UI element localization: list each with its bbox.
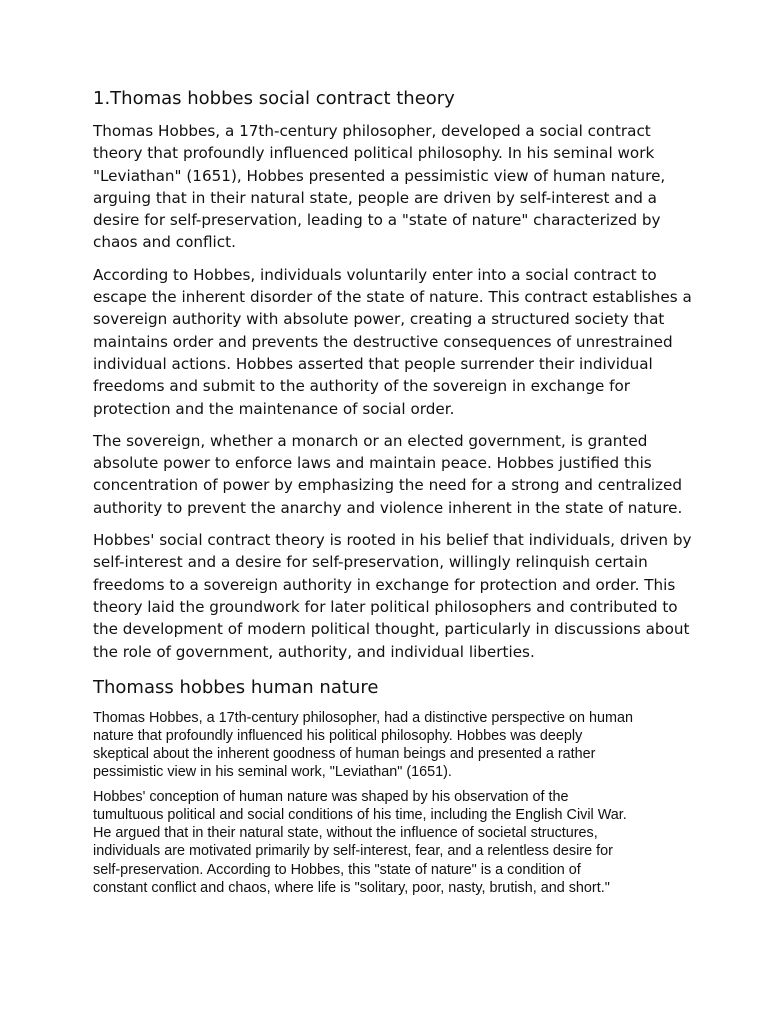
text-line: the development of modern political thought, particularly in discussions about <box>93 620 690 639</box>
text-line: sovereign authority with absolute power, creating a structured society that <box>93 310 665 329</box>
text-line: According to Hobbes, individuals voluntarily enter into a social contract to <box>93 265 657 284</box>
text-line: Hobbes' social contract theory is rooted in his belief that individuals, driven by <box>93 531 692 550</box>
text-line: the role of government, authority, and individual liberties. <box>93 642 535 661</box>
text-line: desire for self-preservation, leading to a "state of nature" characterized by <box>93 211 661 230</box>
text-line: individuals are motivated primarily by self-interest, fear, and a relentless desire for <box>93 843 613 860</box>
text-line: self-preservation. According to Hobbes, this "state of nature" is a condition of <box>93 861 581 878</box>
text-line: freedoms to a sovereign authority in exchange for protection and order. This <box>93 575 676 594</box>
text-line: arguing that in their natural state, people are driven by self-interest and a <box>93 188 657 207</box>
text-line: freedoms and submit to the authority of the sovereign in exchange for <box>93 377 631 396</box>
section-heading-social-contract: 1.Thomas hobbes social contract theory <box>93 88 455 109</box>
text-line: skeptical about the inherent goodness of human beings and presented a rather <box>93 746 596 763</box>
paragraph <box>93 788 693 897</box>
text-line: "Leviathan" (1651), Hobbes presented a pessimistic view of human nature, <box>93 166 666 185</box>
text-line: constant conflict and chaos, where life is "solitary, poor, nasty, brutish, and short." <box>93 879 610 896</box>
text-line: maintains order and prevents the destructive consequences of unrestrained <box>93 332 673 351</box>
text-line: The sovereign, whether a monarch or an elected government, is granted <box>93 431 648 450</box>
paragraph <box>93 120 693 254</box>
text-line: escape the inherent disorder of the state of nature. This contract establishes a <box>93 288 692 307</box>
text-line: Hobbes' conception of human nature was shaped by his observation of the <box>93 789 569 806</box>
text-line: protection and the maintenance of social order. <box>93 399 455 418</box>
text-line: tumultuous political and social conditions of his time, including the English Civil War. <box>93 807 627 824</box>
text-line: He argued that in their natural state, without the influence of societal structures, <box>93 825 598 842</box>
text-line: nature that profoundly influenced his political philosophy. Hobbes was deeply <box>93 727 583 744</box>
text-line: theory laid the groundwork for later political philosophers and contributed to <box>93 597 678 616</box>
paragraph <box>93 430 693 519</box>
document-page <box>93 86 693 904</box>
text-line: chaos and conflict. <box>93 233 236 252</box>
text-line: Thomas Hobbes, a 17th-century philosopher, developed a social contract <box>93 122 651 140</box>
paragraph <box>93 709 693 781</box>
text-line: Thomas Hobbes, a 17th-century philosopher, had a distinctive perspective on human <box>93 709 633 726</box>
text-line: theory that profoundly influenced political philosophy. In his seminal work <box>93 144 655 163</box>
paragraph <box>93 264 693 420</box>
text-line: self-interest and a desire for self-preservation, willingly relinquish certain <box>93 553 648 572</box>
section-heading-human-nature: Thomass hobbes human nature <box>93 676 379 698</box>
text-line: authority to prevent the anarchy and violence inherent in the state of nature. <box>93 498 683 517</box>
paragraph <box>93 529 693 663</box>
text-line: pessimistic view in his seminal work, "Leviathan" (1651). <box>93 764 452 781</box>
text-line: concentration of power by emphasizing the need for a strong and centralized <box>93 476 682 495</box>
text-line: individual actions. Hobbes asserted that people surrender their individual <box>93 354 653 373</box>
text-line: absolute power to enforce laws and maintain peace. Hobbes justified this <box>93 454 652 473</box>
